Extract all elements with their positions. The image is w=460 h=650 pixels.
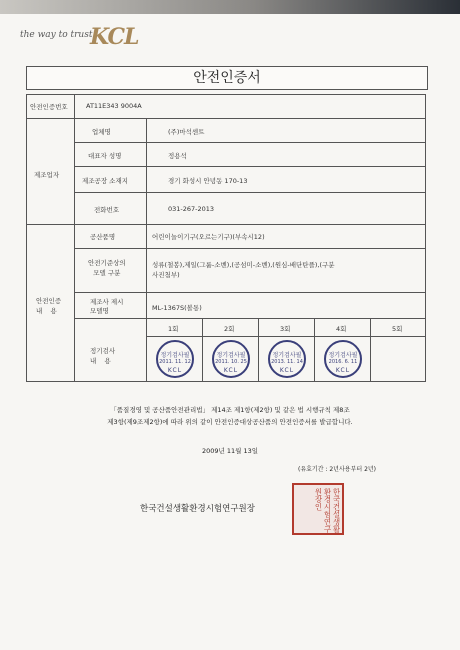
inspection-number: 4회 [336,325,347,333]
row-divider [74,192,426,193]
inspection-number: 3회 [280,325,291,333]
inspection-number: 5회 [392,325,403,333]
issuer-name: 한국건설생활환경시험연구원장 [140,504,255,514]
inspection-col-divider [258,318,259,382]
phone-label: 전화번호 [94,206,120,214]
kcl-logo: KCL [90,24,139,50]
inspection-stamp: 정기검사필 2016. 6. 11 KCL [324,340,362,378]
factory-address-label: 제조공장 소재지 [82,177,129,185]
inspection-col-divider [314,318,315,382]
header-bar [0,0,460,14]
inspection-number: 2회 [224,325,235,333]
row-divider [74,318,426,319]
tagline: the way to trust [20,30,93,40]
model-class-label: 안전기준상의 모델 구분 [88,259,126,277]
column-divider [74,94,75,382]
product-section-label: 안전인증 내 용 [36,297,62,315]
model-name-label: 제조사 제시 모델명 [90,298,124,315]
inspection-stamp: 정기검사필 2013. 11. 14 KCL [268,340,306,378]
row-divider [74,248,426,249]
inspection-number: 1회 [168,325,179,333]
row-divider [74,292,426,293]
model-name-value: ML-1367S(볼통) [152,304,202,312]
ceo-name-value: 정용석 [168,152,187,160]
issue-date: 2009년 11월 13일 [201,447,259,455]
product-name-value: 어린이놀이기구(오르는기구)(부속시12) [152,233,265,241]
inspection-col-divider [202,318,203,382]
factory-address-value: 경기 화성시 안녕동 170-13 [168,177,248,185]
row-divider [74,142,426,143]
inspection-col-divider [370,318,371,382]
phone-value: 031-267-2013 [168,205,215,213]
company-name-label: 업체명 [92,128,111,136]
company-name-value: (주)마석센트 [168,128,205,136]
inspection-label: 정기검사 내 용 [90,347,116,365]
official-seal: 한국건설생활환경시험연구원장인 [292,483,344,535]
section-divider [26,224,426,225]
page-title: 안전인증서 [26,66,428,90]
ceo-name-label: 대표자 성명 [88,152,122,160]
manufacturer-section-label: 제조업자 [34,171,60,179]
row-divider [74,166,426,167]
row-divider [26,118,426,119]
row-divider [147,336,426,337]
validity-note: (유효기간 : 2년사용부터 2년) [298,466,377,473]
certification-statement: 「품질경영 및 공산품안전관리법」 제14조 제1항(제2항) 및 같은 법 시행규칙 제8조 제3항(제9조제2항)에 따라 위의 같이 안전인증대상공산품의 안전인증서를 발급합니다. [107,406,353,426]
product-name-label: 공산품명 [90,233,116,241]
inspection-stamp: 정기검사필 2011. 11. 12 KCL [156,340,194,378]
inspection-stamp: 정기검사필 2011. 10. 25 KCL [212,340,250,378]
cert-no-value: AT11E343 9004A [86,102,142,110]
cert-no-label: 안전인증번호 [30,103,68,111]
label-column-divider [146,118,147,382]
model-class-value: 성류(철봉),제일(그룹-소벤),(공섬미-소벤),(원심-배단탄플),(구분 사진첨부) [152,261,335,279]
